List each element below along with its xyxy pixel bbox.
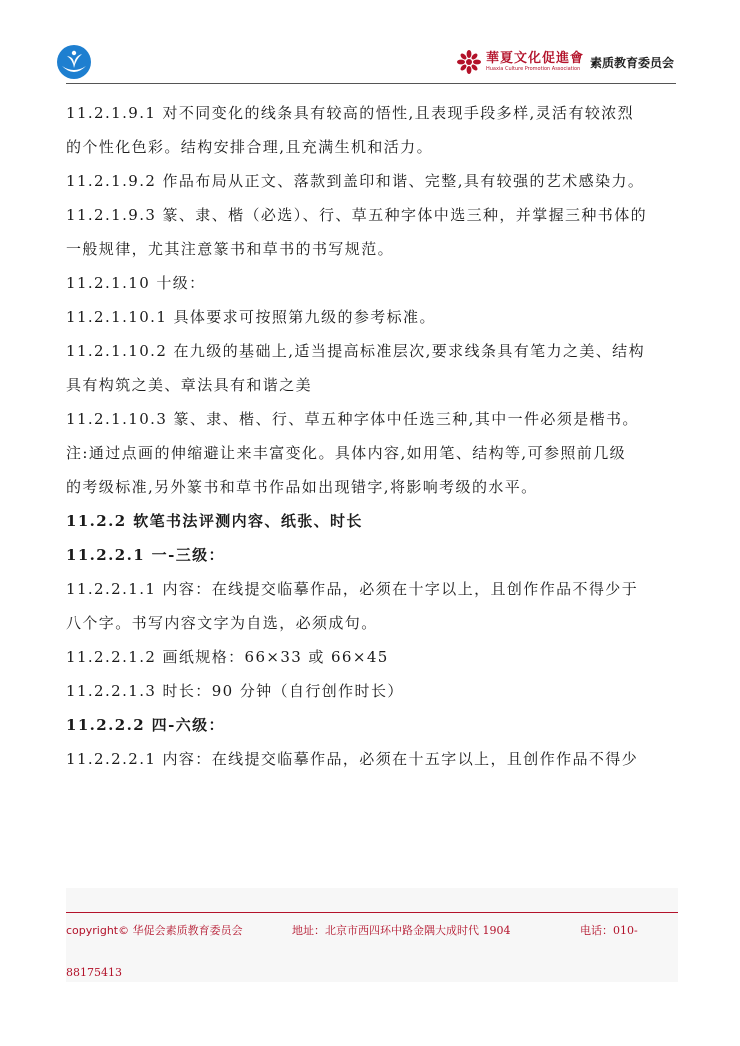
header-divider xyxy=(66,83,676,84)
text-line: 11.2.2.2 四-六级： xyxy=(66,716,225,734)
text-line: 的考级标准,另外篆书和草书作品如出现错字,将影响考级的水平。 xyxy=(66,478,538,496)
page-footer xyxy=(66,922,678,938)
org-name-english: Huaxia Culture Promotion Association xyxy=(485,65,581,72)
text-line: 11.2.1.10.3 篆、隶、楷、行、草五种字体中任选三种,其中一件必须是楷书。 xyxy=(66,410,639,428)
globe-sprout-logo-icon xyxy=(56,44,92,80)
text-line: 11.2.2.2.1 内容：在线提交临摹作品，必须在十五字以上，且创作作品不得少 xyxy=(66,750,639,768)
organization-branding xyxy=(456,48,674,76)
document-body xyxy=(66,96,678,776)
text-line: 11.2.2.1.1 内容：在线提交临摹作品，必须在十字以上，且创作作品不得少于 xyxy=(66,580,639,598)
text-line: 11.2.2.1 一-三级： xyxy=(66,546,225,564)
text-line: 一般规律，尤其注意篆书和草书的书写规范。 xyxy=(66,240,395,258)
text-line: 八个字。书写内容文字为自选，必须成句。 xyxy=(66,614,378,632)
text-line: 11.2.1.10.1 具体要求可按照第九级的参考标准。 xyxy=(66,308,436,326)
footer-phone-label: 电话：010- xyxy=(580,924,638,937)
text-line: 注:通过点画的伸缩避让来丰富变化。具体内容,如用笔、结构等,可参照前几级 xyxy=(66,444,626,462)
footer-phone-number: 88175413 xyxy=(66,966,122,979)
flower-emblem-icon xyxy=(456,49,482,75)
org-name-chinese: 華夏文化促進會 xyxy=(485,50,584,66)
text-line: 11.2.1.9.1 对不同变化的线条具有较高的悟性,且表现手段多样,灵活有较浓烈 xyxy=(66,104,635,122)
footer-copyright: copyright© 华促会素质教育委员会 xyxy=(66,924,243,937)
text-line: 11.2.1.10 十级： xyxy=(66,274,206,292)
footer-divider xyxy=(66,912,678,913)
text-line: 11.2.2 软笔书法评测内容、纸张、时长 xyxy=(66,512,363,530)
footer-address: 地址：北京市西四环中路金隅大成时代 1904 xyxy=(292,924,511,937)
text-line: 11.2.1.10.2 在九级的基础上,适当提高标准层次,要求线条具有笔力之美、结构 xyxy=(66,342,645,360)
text-line: 的个性化色彩。结构安排合理,且充满生机和活力。 xyxy=(66,138,433,156)
text-line: 11.2.2.1.3 时长：90 分钟（自行创作时长） xyxy=(66,682,404,700)
text-line: 11.2.1.9.2 作品布局从正文、落款到盖印和谐、完整,具有较强的艺术感染力。 xyxy=(66,172,645,190)
text-line: 具有构筑之美、章法具有和谐之美 xyxy=(66,376,313,394)
text-line: 11.2.2.1.2 画纸规格：66×33 或 66×45 xyxy=(66,648,389,666)
department-name: 素质教育委员会 xyxy=(589,55,674,70)
page-header xyxy=(0,0,740,84)
org-name-block xyxy=(486,52,584,73)
text-line: 11.2.1.9.3 篆、隶、楷（必选）、行、草五种字体中选三种，并掌握三种书体的 xyxy=(66,206,648,224)
